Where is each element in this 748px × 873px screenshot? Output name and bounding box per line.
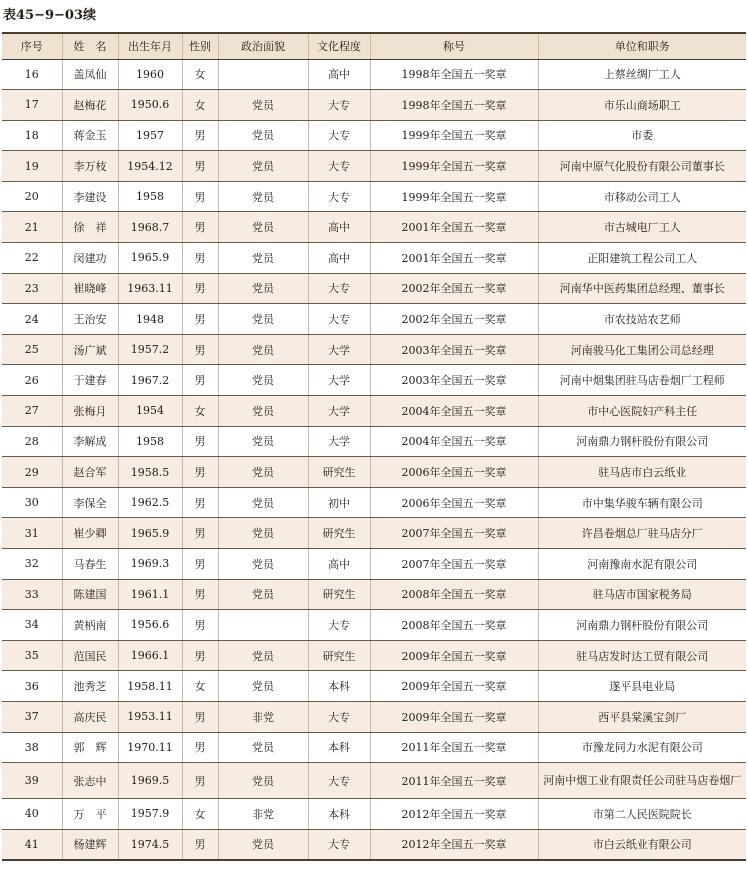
cell-education: 大专	[308, 273, 370, 304]
cell-birth: 1966.1	[118, 640, 182, 671]
cell-unit: 河南骏马化工集团公司总经理	[538, 334, 746, 365]
cell-political: 党员	[218, 732, 308, 763]
col-header-gender: 性别	[182, 33, 218, 59]
cell-unit: 市古城电厂工人	[538, 212, 746, 243]
cell-name: 于建春	[62, 365, 118, 396]
cell-name: 李保全	[62, 487, 118, 518]
cell-birth: 1974.5	[118, 829, 182, 860]
cell-political: 党员	[218, 212, 308, 243]
cell-gender: 女	[182, 799, 218, 830]
cell-political: 非党	[218, 799, 308, 830]
cell-political: 党员	[218, 273, 308, 304]
cell-gender: 男	[182, 829, 218, 860]
cell-birth: 1948	[118, 304, 182, 335]
cell-education: 大专	[308, 120, 370, 151]
cell-political: 党员	[218, 763, 308, 799]
cell-title: 2012年全国五一奖章	[370, 829, 538, 860]
table-row	[2, 671, 746, 702]
col-header-title: 称号	[370, 33, 538, 59]
cell-gender: 男	[182, 120, 218, 151]
cell-birth: 1960	[118, 59, 182, 90]
cell-name: 李解成	[62, 426, 118, 457]
col-header-unit: 单位和职务	[538, 33, 746, 59]
cell-name: 张志中	[62, 763, 118, 799]
cell-education: 大专	[308, 763, 370, 799]
cell-name: 盖凤仙	[62, 59, 118, 90]
table-row	[2, 640, 746, 671]
cell-gender: 男	[182, 518, 218, 549]
cell-name: 万 平	[62, 799, 118, 830]
cell-index: 35	[2, 640, 62, 671]
cell-gender: 男	[182, 701, 218, 732]
cell-birth: 1958.11	[118, 671, 182, 702]
cell-unit: 上蔡丝绸厂工人	[538, 59, 746, 90]
cell-political: 党员	[218, 426, 308, 457]
cell-education: 大学	[308, 426, 370, 457]
cell-title: 2004年全国五一奖章	[370, 426, 538, 457]
cell-gender: 男	[182, 579, 218, 610]
cell-unit: 驻马店发时达工贸有限公司	[538, 640, 746, 671]
cell-name: 范国民	[62, 640, 118, 671]
cell-title: 2009年全国五一奖章	[370, 640, 538, 671]
table-row	[2, 829, 746, 860]
table-row	[2, 181, 746, 212]
cell-index: 33	[2, 579, 62, 610]
table-row	[2, 151, 746, 182]
cell-title: 2012年全国五一奖章	[370, 799, 538, 830]
cell-unit: 河南中烟工业有限责任公司驻马店卷烟厂	[538, 763, 746, 799]
cell-education: 研究生	[308, 457, 370, 488]
cell-unit: 市委	[538, 120, 746, 151]
col-header-index: 序号	[2, 33, 62, 59]
table-row	[2, 579, 746, 610]
cell-unit: 市第二人民医院院长	[538, 799, 746, 830]
cell-index: 32	[2, 549, 62, 580]
table-row	[2, 457, 746, 488]
cell-political: 党员	[218, 396, 308, 427]
cell-unit: 西平县棠溪宝剑厂	[538, 701, 746, 732]
col-header-birth: 出生年月	[118, 33, 182, 59]
cell-birth: 1956.6	[118, 610, 182, 641]
cell-education: 大学	[308, 396, 370, 427]
cell-name: 李建设	[62, 181, 118, 212]
cell-title: 2008年全国五一奖章	[370, 579, 538, 610]
cell-education: 初中	[308, 487, 370, 518]
cell-unit: 遂平县电业局	[538, 671, 746, 702]
cell-index: 17	[2, 90, 62, 121]
cell-birth: 1954.12	[118, 151, 182, 182]
cell-name: 池秀芝	[62, 671, 118, 702]
cell-index: 19	[2, 151, 62, 182]
cell-birth: 1958	[118, 426, 182, 457]
cell-political: 党员	[218, 579, 308, 610]
table-row	[2, 426, 746, 457]
cell-gender: 男	[182, 304, 218, 335]
table-row	[2, 334, 746, 365]
cell-birth: 1969.3	[118, 549, 182, 580]
cell-index: 28	[2, 426, 62, 457]
cell-unit: 市中心医院妇产科主任	[538, 396, 746, 427]
cell-index: 39	[2, 763, 62, 799]
cell-name: 徐 祥	[62, 212, 118, 243]
cell-birth: 1970.11	[118, 732, 182, 763]
cell-title: 2002年全国五一奖章	[370, 304, 538, 335]
cell-title: 1999年全国五一奖章	[370, 120, 538, 151]
table-row	[2, 732, 746, 763]
cell-title: 2001年全国五一奖章	[370, 243, 538, 274]
cell-name: 张梅月	[62, 396, 118, 427]
cell-political: 党员	[218, 304, 308, 335]
cell-unit: 驻马店市国家税务局	[538, 579, 746, 610]
cell-birth: 1957.2	[118, 334, 182, 365]
cell-education: 本科	[308, 732, 370, 763]
table-row	[2, 365, 746, 396]
cell-unit: 市乐山商场职工	[538, 90, 746, 121]
cell-birth: 1962.5	[118, 487, 182, 518]
table-caption: 表45−9−03续	[3, 8, 97, 23]
cell-index: 26	[2, 365, 62, 396]
cell-title: 2007年全国五一奖章	[370, 518, 538, 549]
cell-unit: 市豫龙同力水泥有限公司	[538, 732, 746, 763]
cell-index: 21	[2, 212, 62, 243]
cell-name: 郭 辉	[62, 732, 118, 763]
cell-education: 大专	[308, 181, 370, 212]
cell-title: 1999年全国五一奖章	[370, 151, 538, 182]
cell-birth: 1958.5	[118, 457, 182, 488]
cell-education: 高中	[308, 212, 370, 243]
cell-education: 大专	[308, 304, 370, 335]
cell-unit: 许昌卷烟总厂驻马店分厂	[538, 518, 746, 549]
cell-name: 杨建辉	[62, 829, 118, 860]
cell-name: 赵合军	[62, 457, 118, 488]
cell-index: 22	[2, 243, 62, 274]
cell-education: 研究生	[308, 579, 370, 610]
cell-birth: 1950.6	[118, 90, 182, 121]
cell-gender: 男	[182, 273, 218, 304]
cell-title: 1998年全国五一奖章	[370, 90, 538, 121]
cell-education: 研究生	[308, 640, 370, 671]
cell-index: 27	[2, 396, 62, 427]
cell-gender: 女	[182, 90, 218, 121]
cell-birth: 1963.11	[118, 273, 182, 304]
cell-index: 25	[2, 334, 62, 365]
cell-education: 研究生	[308, 518, 370, 549]
table-row	[2, 701, 746, 732]
cell-unit: 市移动公司工人	[538, 181, 746, 212]
col-header-political: 政治面貌	[218, 33, 308, 59]
cell-gender: 男	[182, 151, 218, 182]
cell-unit: 河南鼎力钢杆股份有限公司	[538, 610, 746, 641]
cell-title: 1998年全国五一奖章	[370, 59, 538, 90]
cell-index: 18	[2, 120, 62, 151]
cell-gender: 女	[182, 671, 218, 702]
cell-name: 陈建国	[62, 579, 118, 610]
table-row	[2, 396, 746, 427]
table-row	[2, 487, 746, 518]
cell-political: 非党	[218, 701, 308, 732]
cell-unit: 驻马店市白云纸业	[538, 457, 746, 488]
cell-gender: 男	[182, 763, 218, 799]
cell-title: 2003年全国五一奖章	[370, 365, 538, 396]
cell-gender: 女	[182, 396, 218, 427]
cell-index: 41	[2, 829, 62, 860]
cell-index: 40	[2, 799, 62, 830]
table-row	[2, 799, 746, 830]
cell-education: 高中	[308, 243, 370, 274]
cell-political: 党员	[218, 829, 308, 860]
cell-education: 大专	[308, 90, 370, 121]
cell-name: 崔少卿	[62, 518, 118, 549]
cell-index: 34	[2, 610, 62, 641]
cell-title: 2011年全国五一奖章	[370, 732, 538, 763]
cell-education: 大学	[308, 365, 370, 396]
cell-index: 24	[2, 304, 62, 335]
cell-title: 2003年全国五一奖章	[370, 334, 538, 365]
cell-title: 2008年全国五一奖章	[370, 610, 538, 641]
cell-unit: 河南华中医药集团总经理、董事长	[538, 273, 746, 304]
cell-unit: 市白云纸业有限公司	[538, 829, 746, 860]
cell-name: 黄柄南	[62, 610, 118, 641]
table-row	[2, 243, 746, 274]
cell-political: 党员	[218, 365, 308, 396]
cell-political: 党员	[218, 151, 308, 182]
cell-name: 闵建功	[62, 243, 118, 274]
cell-political: 党员	[218, 457, 308, 488]
cell-gender: 女	[182, 59, 218, 90]
cell-political: 党员	[218, 549, 308, 580]
table-row	[2, 304, 746, 335]
header-row	[2, 33, 746, 59]
cell-name: 高庆民	[62, 701, 118, 732]
table-row	[2, 90, 746, 121]
cell-gender: 男	[182, 365, 218, 396]
cell-name: 马春生	[62, 549, 118, 580]
cell-name: 赵梅花	[62, 90, 118, 121]
cell-title: 2009年全国五一奖章	[370, 701, 538, 732]
cell-gender: 男	[182, 212, 218, 243]
cell-education: 大专	[308, 829, 370, 860]
cell-name: 崔晓峰	[62, 273, 118, 304]
cell-title: 2004年全国五一奖章	[370, 396, 538, 427]
cell-birth: 1968.7	[118, 212, 182, 243]
cell-gender: 男	[182, 487, 218, 518]
cell-gender: 男	[182, 181, 218, 212]
cell-name: 蒋金玉	[62, 120, 118, 151]
awards-table	[2, 32, 746, 861]
cell-birth: 1965.9	[118, 518, 182, 549]
cell-unit: 河南鼎力钢杆股份有限公司	[538, 426, 746, 457]
cell-name: 汤广斌	[62, 334, 118, 365]
cell-unit: 河南中烟集团驻马店卷烟厂工程师	[538, 365, 746, 396]
cell-title: 2011年全国五一奖章	[370, 763, 538, 799]
cell-title: 2009年全国五一奖章	[370, 671, 538, 702]
cell-index: 16	[2, 59, 62, 90]
cell-title: 2006年全国五一奖章	[370, 457, 538, 488]
cell-birth: 1958	[118, 181, 182, 212]
cell-birth: 1957	[118, 120, 182, 151]
cell-birth: 1969.5	[118, 763, 182, 799]
cell-unit: 正阳建筑工程公司工人	[538, 243, 746, 274]
cell-education: 本科	[308, 671, 370, 702]
cell-birth: 1957.9	[118, 799, 182, 830]
table-row	[2, 518, 746, 549]
cell-political	[218, 610, 308, 641]
cell-name: 李万枝	[62, 151, 118, 182]
cell-education: 高中	[308, 549, 370, 580]
cell-title: 2007年全国五一奖章	[370, 549, 538, 580]
cell-unit: 市农技站农艺师	[538, 304, 746, 335]
cell-index: 20	[2, 181, 62, 212]
cell-political: 党员	[218, 120, 308, 151]
cell-title: 2002年全国五一奖章	[370, 273, 538, 304]
cell-political: 党员	[218, 90, 308, 121]
cell-title: 2006年全国五一奖章	[370, 487, 538, 518]
table-row	[2, 59, 746, 90]
cell-gender: 男	[182, 457, 218, 488]
cell-political: 党员	[218, 518, 308, 549]
col-header-name: 姓 名	[62, 33, 118, 59]
cell-index: 23	[2, 273, 62, 304]
cell-education: 大专	[308, 701, 370, 732]
cell-political: 党员	[218, 671, 308, 702]
cell-unit: 市中集华骏车辆有限公司	[538, 487, 746, 518]
cell-birth: 1954	[118, 396, 182, 427]
cell-education: 大专	[308, 610, 370, 641]
cell-title: 1999年全国五一奖章	[370, 181, 538, 212]
cell-education: 高中	[308, 59, 370, 90]
cell-gender: 男	[182, 243, 218, 274]
cell-title: 2001年全国五一奖章	[370, 212, 538, 243]
cell-name: 王治安	[62, 304, 118, 335]
cell-index: 37	[2, 701, 62, 732]
col-header-education: 文化程度	[308, 33, 370, 59]
cell-political	[218, 59, 308, 90]
table-row	[2, 549, 746, 580]
cell-birth: 1965.9	[118, 243, 182, 274]
table-row	[2, 120, 746, 151]
cell-gender: 男	[182, 549, 218, 580]
cell-education: 大专	[308, 151, 370, 182]
cell-index: 36	[2, 671, 62, 702]
cell-birth: 1961.1	[118, 579, 182, 610]
table-row	[2, 273, 746, 304]
cell-political: 党员	[218, 243, 308, 274]
cell-political: 党员	[218, 487, 308, 518]
cell-political: 党员	[218, 640, 308, 671]
table-row	[2, 212, 746, 243]
cell-index: 29	[2, 457, 62, 488]
cell-index: 30	[2, 487, 62, 518]
cell-unit: 河南豫南水泥有限公司	[538, 549, 746, 580]
cell-gender: 男	[182, 334, 218, 365]
table-row	[2, 763, 746, 799]
cell-unit: 河南中原气化股份有限公司董事长	[538, 151, 746, 182]
cell-political: 党员	[218, 181, 308, 212]
cell-education: 大学	[308, 334, 370, 365]
cell-birth: 1967.2	[118, 365, 182, 396]
cell-political: 党员	[218, 334, 308, 365]
cell-gender: 男	[182, 732, 218, 763]
table-body	[2, 59, 746, 860]
cell-gender: 男	[182, 610, 218, 641]
cell-index: 38	[2, 732, 62, 763]
cell-birth: 1953.11	[118, 701, 182, 732]
cell-gender: 男	[182, 426, 218, 457]
cell-gender: 男	[182, 640, 218, 671]
cell-education: 本科	[308, 799, 370, 830]
cell-index: 31	[2, 518, 62, 549]
table-row	[2, 610, 746, 641]
